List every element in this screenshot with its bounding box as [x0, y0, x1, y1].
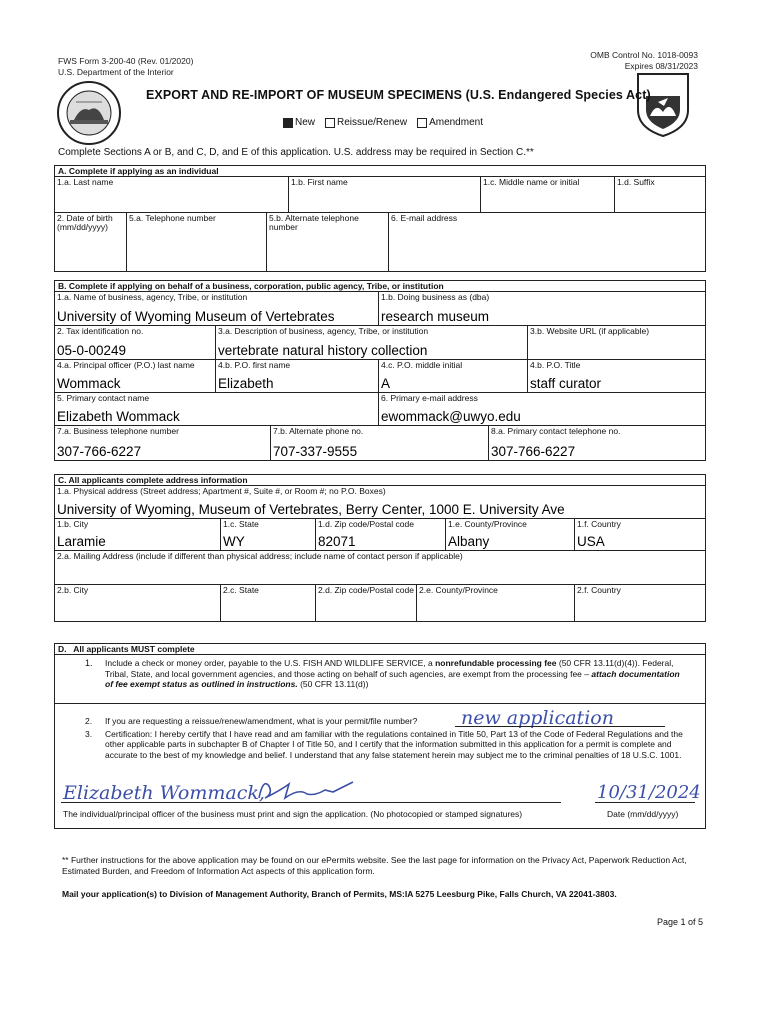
business-description-label: 3.a. Description of business, agency, Tribe, or institution	[218, 326, 429, 336]
option-amendment[interactable]	[417, 117, 483, 128]
alt-telephone-label: 5.b. Alternate telephone number	[269, 213, 359, 232]
website-url-label: 3.b. Website URL (if applicable)	[530, 326, 650, 336]
checked-box-icon	[283, 118, 293, 128]
option-new-label: New	[295, 117, 316, 128]
section-c-title: All applicants complete address information	[68, 475, 248, 485]
alternate-phone-label: 7.b. Alternate phone no.	[273, 426, 364, 436]
contact-phone-field[interactable]	[489, 426, 705, 460]
po-first-name-label: 4.b. P.O. first name	[218, 360, 291, 370]
dob-label: 2. Date of birth (mm/dd/yyyy)	[57, 213, 113, 232]
po-first-name-value: Elizabeth	[218, 376, 274, 391]
state-field[interactable]	[221, 519, 316, 551]
section-d	[54, 643, 706, 829]
county-value: Albany	[448, 534, 490, 549]
fws-shield-icon	[636, 72, 690, 138]
mailing-county-field[interactable]	[417, 585, 575, 621]
mailing-state-field[interactable]	[221, 585, 316, 621]
mailing-country-label: 2.f. Country	[577, 585, 621, 595]
section-a-title: Complete if applying as an individual	[68, 166, 219, 176]
tax-id-label: 2. Tax identification no.	[57, 326, 144, 336]
option-reissue[interactable]	[325, 117, 407, 128]
state-label: 1.c. State	[223, 519, 259, 529]
email-label: 6. E-mail address	[391, 213, 458, 223]
footer-note: ** Further instructions for the above application may be found on our ePermits website. See the last page for information on the Privacy Act, Paperwork Reduction Act, Estimated Burden, and Freedom of Information Act aspects of this application form.	[62, 855, 687, 876]
po-title-field[interactable]	[528, 360, 705, 393]
country-value: USA	[577, 534, 605, 549]
first-name-field[interactable]	[289, 177, 481, 213]
mailing-country-field[interactable]	[575, 585, 705, 621]
section-c	[54, 474, 706, 622]
permit-number-answer[interactable]: new application	[461, 707, 614, 729]
alternate-phone-value: 707-337-9555	[273, 444, 358, 459]
po-last-name-label: 4.a. Principal officer (P.O.) last name	[57, 360, 195, 370]
fee-text-italic: attach documentation of fee exempt status as outlined in instructions.	[105, 668, 680, 689]
date-caption: Date (mm/dd/yyyy)	[607, 809, 679, 819]
mailing-zip-label: 2.d. Zip code/Postal code	[318, 585, 414, 595]
county-label: 1.e. County/Province	[448, 519, 527, 529]
form-title: EXPORT AND RE-IMPORT OF MUSEUM SPECIMENS (U.S. Endangered Species Act)	[146, 88, 651, 102]
option-reissue-label: Reissue/Renew	[337, 117, 408, 128]
first-name-label: 1.b. First name	[291, 177, 348, 187]
signature-date-value[interactable]: 10/31/2024	[597, 782, 701, 803]
primary-email-value: ewommack@uwyo.edu	[381, 409, 521, 424]
email-field[interactable]	[389, 213, 705, 271]
section-d-title: All applicants MUST complete	[73, 644, 195, 654]
doi-seal-icon	[56, 80, 122, 146]
fee-item-text	[105, 658, 685, 690]
primary-contact-label: 5. Primary contact name	[57, 393, 150, 403]
mailing-address-label: 2.a. Mailing Address (include if different than physical address; include name of contact person if applicable)	[57, 551, 463, 561]
alternate-phone-field[interactable]	[271, 426, 489, 460]
po-middle-initial-field[interactable]	[379, 360, 528, 393]
po-middle-initial-label: 4.c. P.O. middle initial	[381, 360, 463, 370]
section-b-heading	[55, 281, 705, 292]
application-type-options	[283, 117, 483, 128]
certification-text: Certification: I hereby certify that I have read and am familiar with the regulations contained in Title 50, Part 13 of the Code of Federal Regulations and the other applicable parts in subchapter B of Chapter I of Title 50, and I certify that the information submitted in this application for a permit is complete and accurate to the best of my knowledge and belief. I understand that any false statement herein may subject me to the criminal penalties of 18 U.S.C. 1001.	[105, 729, 683, 760]
business-description-field[interactable]	[216, 326, 528, 360]
zip-field[interactable]	[316, 519, 446, 551]
expiration-date: Expires 08/31/2023	[624, 61, 698, 71]
section-b	[54, 280, 706, 461]
telephone-label: 5.a. Telephone number	[129, 213, 216, 223]
po-last-name-field[interactable]	[55, 360, 216, 393]
po-title-value: staff curator	[530, 376, 602, 391]
po-title-label: 4.b. P.O. Title	[530, 360, 581, 370]
last-name-label: 1.a. Last name	[57, 177, 114, 187]
city-label: 1.b. City	[57, 519, 89, 529]
primary-contact-field[interactable]	[55, 393, 379, 426]
fee-text-a: Include a check or money order, payable to the U.S. FISH AND WILDLIFE SERVICE, a	[105, 658, 433, 668]
primary-contact-value: Elizabeth Wommack	[57, 409, 180, 424]
unchecked-box-icon	[417, 118, 427, 128]
department-name: U.S. Department of the Interior	[58, 67, 174, 77]
certification-item	[55, 729, 705, 779]
suffix-label: 1.d. Suffix	[617, 177, 655, 187]
fee-text-b: (50 CFR 13.11(d)(4)). Federal, Tribal, State, and local government agencies, and those acting on behalf of such agencies, are exempt from the processing fee –	[105, 658, 674, 679]
mailing-zip-field[interactable]	[316, 585, 417, 621]
section-b-letter: B.	[58, 281, 67, 291]
business-phone-value: 307-766-6227	[57, 444, 142, 459]
section-b-title: Complete if applying on behalf of a business, corporation, public agency, Tribe, or institution	[68, 281, 444, 291]
section-c-letter: C.	[58, 475, 67, 485]
mailing-address-field[interactable]	[55, 551, 705, 585]
section-d-letter: D.	[58, 644, 67, 654]
option-new[interactable]	[283, 117, 315, 128]
suffix-field[interactable]	[615, 177, 705, 213]
zip-label: 1.d. Zip code/Postal code	[318, 519, 414, 529]
signature-printed-name[interactable]: Elizabeth Wommack,	[63, 782, 265, 804]
business-description-value: vertebrate natural history collection	[218, 343, 428, 358]
po-middle-initial-value: A	[381, 376, 391, 391]
mailing-instructions: Mail your application(s) to Division of Management Authority, Branch of Permits, MS:IA 5275 Leesburg Pike, Falls Church, VA 22041-3803.	[62, 889, 617, 899]
permit-answer-line	[455, 726, 665, 727]
business-name-field[interactable]	[55, 292, 379, 326]
middle-name-field[interactable]	[481, 177, 615, 213]
dba-field[interactable]	[379, 292, 705, 326]
section-a-heading	[55, 166, 705, 177]
section-c-heading	[55, 475, 705, 486]
mailing-city-field[interactable]	[55, 585, 221, 621]
dba-label: 1.b. Doing business as (dba)	[381, 292, 490, 302]
physical-address-value: University of Wyoming, Museum of Vertebrates, Berry Center, 1000 E. University Ave	[57, 502, 565, 517]
website-url-field[interactable]	[528, 326, 705, 360]
permit-number-item	[55, 703, 705, 729]
primary-email-label: 6. Primary e-mail address	[381, 393, 478, 403]
fee-text-bold: nonrefundable processing fee	[435, 658, 557, 668]
business-phone-field[interactable]	[55, 426, 271, 460]
signature-caption: The individual/principal officer of the business must print and sign the application. (No photocopied or stamped signatures)	[63, 809, 523, 819]
fee-item-number: 1.	[85, 658, 93, 668]
permit-item-text: If you are requesting a reissue/renew/amendment, what is your permit/file number?	[105, 716, 418, 726]
option-amendment-label: Amendment	[429, 117, 483, 128]
contact-phone-label: 8.a. Primary contact telephone no.	[491, 426, 621, 436]
section-d-heading	[55, 644, 705, 655]
city-field[interactable]	[55, 519, 221, 551]
business-phone-label: 7.a. Business telephone number	[57, 426, 179, 436]
po-last-name-value: Wommack	[57, 376, 121, 391]
zip-value: 82071	[318, 534, 356, 549]
mailing-state-label: 2.c. State	[223, 585, 259, 595]
tax-id-value: 05-0-00249	[57, 343, 127, 358]
country-label: 1.f. Country	[577, 519, 621, 529]
mailing-city-label: 2.b. City	[57, 585, 89, 595]
po-first-name-field[interactable]	[216, 360, 379, 393]
primary-email-field[interactable]	[379, 393, 705, 426]
fee-text-c: (50 CFR 13.11(d))	[300, 679, 369, 689]
dba-value: research museum	[381, 309, 490, 324]
middle-name-label: 1.c. Middle name or initial	[483, 177, 580, 187]
section-a-letter: A.	[58, 166, 67, 176]
physical-address-label: 1.a. Physical address (Street address; Apartment #, Suite #, or Room #; no P.O. Boxes)	[57, 486, 386, 496]
page-number: Page 1 of 5	[656, 917, 703, 927]
business-name-label: 1.a. Name of business, agency, Tribe, or institution	[57, 292, 248, 302]
alt-telephone-field[interactable]	[267, 213, 389, 271]
section-a	[54, 165, 706, 272]
omb-control: OMB Control No. 1018-0093	[590, 50, 698, 60]
signature-scribble-icon	[255, 776, 365, 804]
mailing-county-label: 2.e. County/Province	[419, 585, 498, 595]
contact-phone-value: 307-766-6227	[491, 444, 576, 459]
state-value: WY	[223, 534, 245, 549]
dob-field[interactable]	[55, 213, 127, 271]
telephone-field[interactable]	[127, 213, 267, 271]
certification-number: 3.	[85, 729, 93, 739]
business-name-value: University of Wyoming Museum of Vertebrates	[57, 309, 335, 324]
date-line	[595, 802, 695, 803]
form-instruction: Complete Sections A or B, and C, D, and E of this application. U.S. address may be required in Section C.**	[58, 147, 534, 158]
fee-item	[55, 655, 705, 704]
unchecked-box-icon	[325, 118, 335, 128]
county-field[interactable]	[446, 519, 575, 551]
signature-line	[61, 802, 561, 803]
form-number: FWS Form 3-200-40 (Rev. 01/2020)	[58, 56, 194, 66]
city-value: Laramie	[57, 534, 106, 549]
physical-address-field[interactable]	[55, 486, 705, 519]
country-field[interactable]	[575, 519, 705, 551]
permit-item-number: 2.	[85, 716, 93, 726]
tax-id-field[interactable]	[55, 326, 216, 360]
last-name-field[interactable]	[55, 177, 289, 213]
